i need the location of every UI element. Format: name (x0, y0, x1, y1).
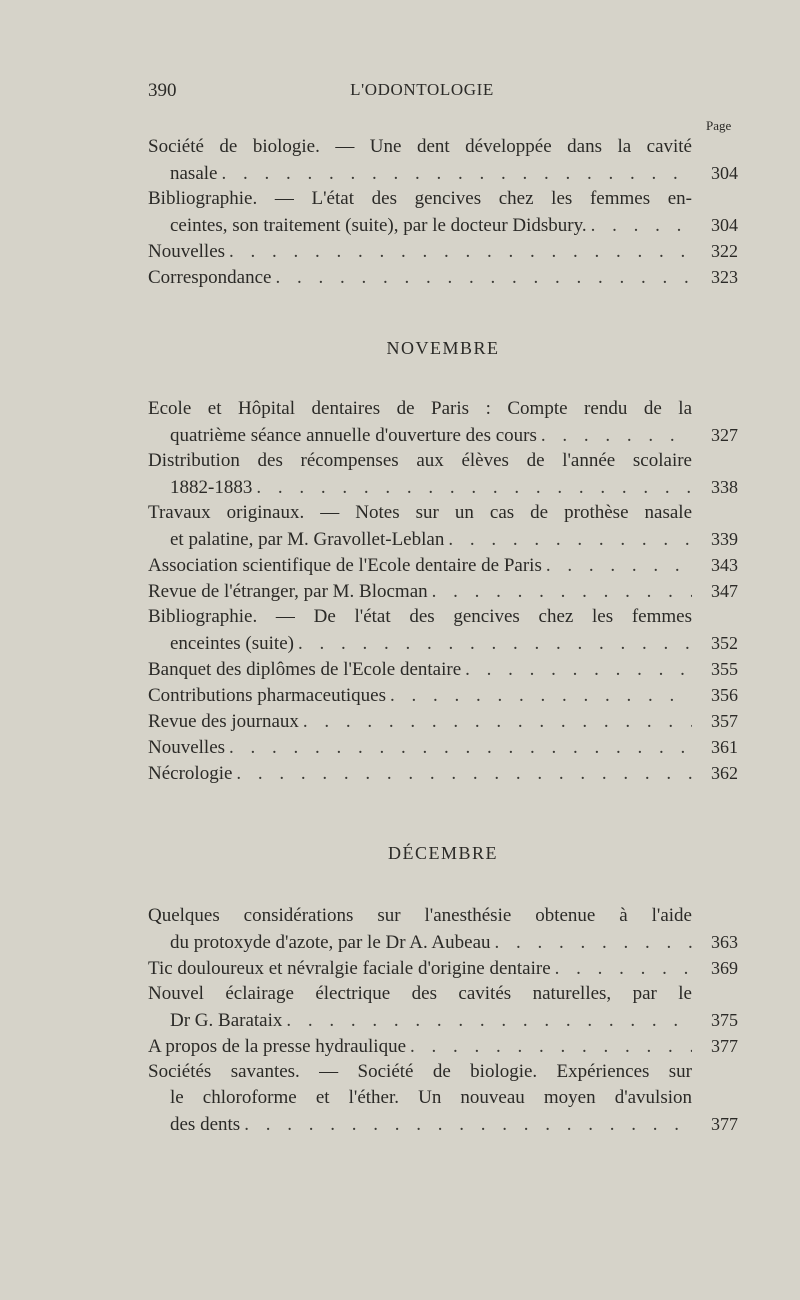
toc-entry (148, 734, 738, 760)
toc-entry (148, 552, 738, 578)
toc-entry (148, 396, 738, 448)
dot-leader (546, 553, 692, 579)
dot-leader (236, 761, 692, 787)
dot-leader (448, 527, 692, 553)
toc-entry (148, 264, 738, 290)
toc-entry (148, 1059, 738, 1137)
toc-entry (148, 682, 738, 708)
dot-leader (432, 579, 692, 605)
toc-entry-text: ceintes, son traitement (suite), par le docteur Didsbury. (170, 215, 587, 236)
toc-entry (148, 448, 738, 500)
toc-entry (148, 656, 738, 682)
toc-entry (148, 604, 738, 656)
toc-entry-text: Dr G. Barataix (170, 1010, 283, 1031)
toc-page-number: 356 (711, 685, 738, 705)
toc-entry-text: Bibliographie. — De l'état des gencives chez les femmes (148, 606, 692, 627)
toc-entry (148, 578, 738, 604)
toc-entry-line (148, 186, 738, 212)
toc-entry-text: le chloroforme et l'éther. Un nouveau moyen d'avulsion (170, 1087, 692, 1108)
dot-leader (410, 1034, 692, 1060)
toc-entry-line (148, 1059, 738, 1085)
toc-entry-text: Association scientifique de l'Ecole dentaire de Paris (148, 555, 542, 576)
toc-entry-line (148, 604, 738, 630)
toc-page-number: 361 (711, 737, 738, 757)
dot-leader (390, 683, 692, 709)
toc-entry-text: et palatine, par M. Gravollet-Leblan (170, 529, 445, 550)
toc-page-number: 338 (711, 477, 738, 497)
toc-entry-text: Travaux originaux. — Notes sur un cas de prothèse nasale (148, 502, 692, 523)
toc-entry-line (148, 264, 738, 290)
toc-entry-line (148, 1033, 738, 1059)
toc-entry-line (148, 929, 738, 955)
toc-entry-line (148, 212, 738, 238)
toc-entries-october (148, 134, 738, 290)
toc-page-number: 347 (711, 581, 738, 601)
dot-leader (229, 239, 692, 265)
toc-entry-text: du protoxyde d'azote, par le Dr A. Aubeau (170, 932, 491, 953)
toc-page-number: 362 (711, 763, 738, 783)
toc-entry (148, 981, 738, 1033)
dot-leader (229, 735, 692, 761)
toc-entry-text: Distribution des récompenses aux élèves de l'année scolaire (148, 450, 692, 471)
toc-entry-text: Quelques considérations sur l'anesthésie obtenue à l'aide (148, 905, 692, 926)
toc-page-number: 352 (711, 633, 738, 653)
dot-leader (591, 213, 692, 239)
toc-entry-line (148, 630, 738, 656)
toc-entry-text: Nouvelles (148, 241, 226, 262)
toc-page-number: 339 (711, 529, 738, 549)
toc-page-number: 363 (711, 932, 738, 952)
dot-leader (256, 475, 692, 501)
toc-entry-text: enceintes (suite) (170, 633, 294, 654)
toc-entry-text: Nécrologie (148, 763, 233, 784)
toc-entry-line (148, 134, 738, 160)
toc-entry-text: Bibliographie. — L'état des gencives chez les femmes en- (148, 188, 692, 209)
toc-entry-line (148, 1085, 738, 1111)
toc-entry-text: Correspondance (148, 267, 272, 288)
section-title-novembre: NOVEMBRE (386, 338, 500, 358)
toc-entry-line (148, 708, 738, 734)
toc-entries-decembre (148, 903, 738, 1137)
running-title: L'ODONTOLOGIE (350, 80, 494, 99)
dot-leader (465, 657, 692, 683)
toc-entry (148, 708, 738, 734)
toc-entry-line (148, 448, 738, 474)
dot-leader (275, 265, 692, 291)
dot-leader (495, 930, 692, 956)
toc-entry-line (148, 734, 738, 760)
toc-page-number: 357 (711, 711, 738, 731)
toc-entry (148, 1033, 738, 1059)
toc-entry (148, 134, 738, 186)
toc-entry-line (148, 500, 738, 526)
dot-leader (244, 1112, 692, 1138)
toc-entry-text: Ecole et Hôpital dentaires de Paris : Compte rendu de la (148, 398, 692, 419)
toc-entry-text: A propos de la presse hydraulique (148, 1036, 407, 1057)
toc-page-number: 304 (711, 215, 738, 235)
toc-entry-text: Nouvel éclairage électrique des cavités naturelles, par le (148, 983, 692, 1004)
page-number: 390 (148, 80, 177, 101)
toc-entry-line (148, 955, 738, 981)
toc-entry-line (148, 238, 738, 264)
toc-entry-text: Société de biologie. — Une dent développée dans la cavité (148, 136, 692, 157)
toc-page-number: 377 (711, 1114, 738, 1134)
toc-page-number: 355 (711, 659, 738, 679)
toc-page-number: 322 (711, 241, 738, 261)
toc-entry (148, 500, 738, 552)
dot-leader (221, 161, 692, 187)
toc-entry-line (148, 552, 738, 578)
toc-page-number: 323 (711, 267, 738, 287)
toc-entry-line (148, 1111, 738, 1137)
toc-page-number: 375 (711, 1010, 738, 1030)
toc-entry-text: Revue des journaux (148, 711, 299, 732)
toc-entry-line (148, 1007, 738, 1033)
page-column-label: Page (706, 118, 732, 133)
toc-entry-line (148, 760, 738, 786)
toc-entry (148, 903, 738, 955)
toc-page-number: 343 (711, 555, 738, 575)
toc-entry-line (148, 903, 738, 929)
toc-entry-line (148, 526, 738, 552)
toc-entry-line (148, 422, 738, 448)
toc-entry-line (148, 474, 738, 500)
dot-leader (286, 1008, 692, 1034)
toc-entry-line (148, 396, 738, 422)
page-header (148, 80, 696, 110)
toc-entry-text: 1882-1883 (170, 477, 253, 498)
toc-entry-line (148, 682, 738, 708)
section-title-decembre: DÉCEMBRE (387, 843, 498, 863)
toc-entry-text: Nouvelles (148, 737, 226, 758)
dot-leader (541, 423, 692, 449)
dot-leader (298, 631, 692, 657)
toc-entry (148, 238, 738, 264)
toc-entry-text: Banquet des diplômes de l'Ecole dentaire (148, 659, 462, 680)
toc-entry-text: Revue de l'étranger, par M. Blocman (148, 581, 428, 602)
dot-leader (555, 956, 692, 982)
toc-entry-text: des dents (170, 1114, 241, 1135)
toc-entry-text: Contributions pharmaceutiques (148, 685, 386, 706)
toc-entry (148, 760, 738, 786)
toc-entry-line (148, 981, 738, 1007)
dot-leader (303, 709, 692, 735)
toc-page-number: 369 (711, 958, 738, 978)
toc-entry-text: Tic douloureux et névralgie faciale d'origine dentaire (148, 958, 551, 979)
toc-page-number: 304 (711, 163, 738, 183)
toc-entries-novembre (148, 396, 738, 786)
toc-entry-line (148, 656, 738, 682)
toc-entry-line (148, 578, 738, 604)
toc-entry-text: quatrième séance annuelle d'ouverture des cours (170, 425, 537, 446)
toc-page-number: 377 (711, 1036, 738, 1056)
toc-entry-text: Sociétés savantes. — Société de biologie. Expériences sur (148, 1061, 692, 1082)
toc-entry-line (148, 160, 738, 186)
toc-entry-text: nasale (170, 163, 218, 184)
toc-entry (148, 955, 738, 981)
toc-page-number: 327 (711, 425, 738, 445)
toc-entry (148, 186, 738, 238)
